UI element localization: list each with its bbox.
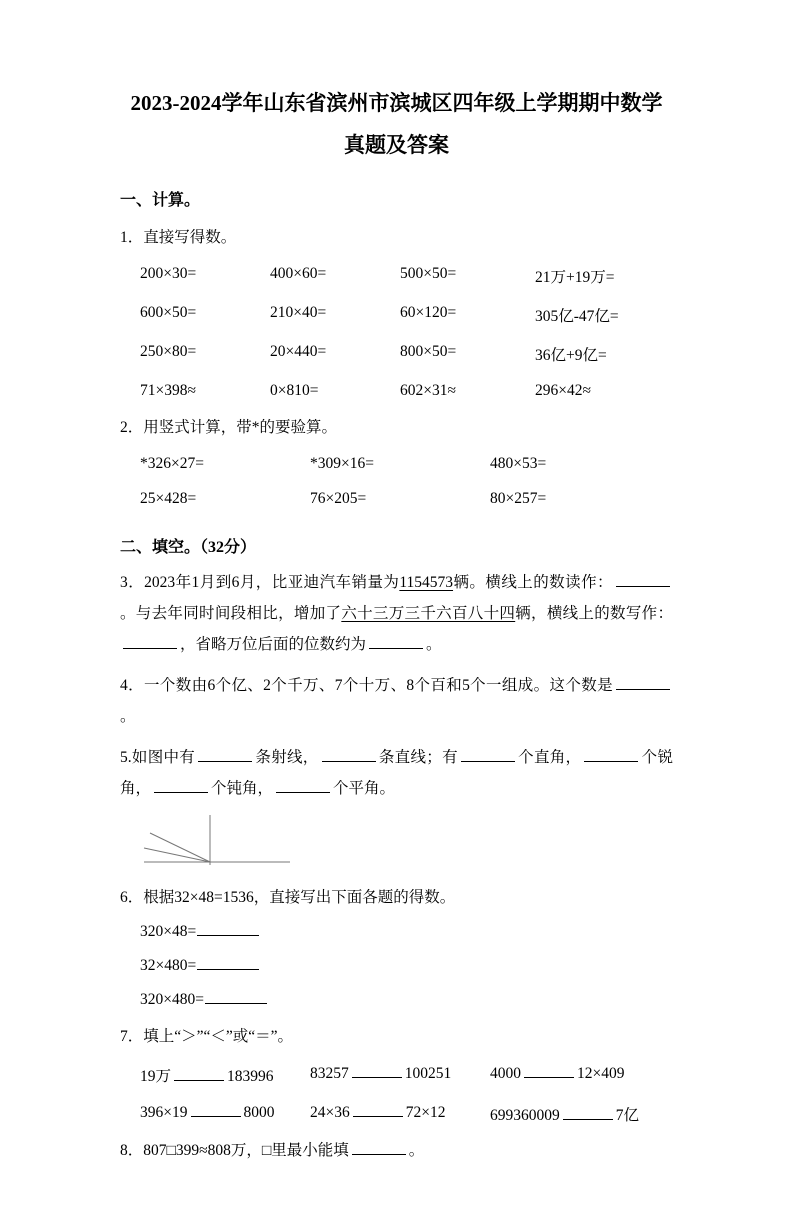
math-problem: 60×120= <box>400 304 457 321</box>
angle-rays-figure <box>142 812 673 870</box>
underlined-number-words: 六十三万三千六百八十四 <box>341 605 516 622</box>
question-3 <box>120 567 673 660</box>
section-heading-calculation: 一、计算。 <box>120 192 201 209</box>
comparison-right: 72×12 <box>405 1104 446 1121</box>
answer-blank <box>276 779 330 793</box>
answer-blank <box>524 1064 574 1078</box>
math-problem: 200×30= <box>140 265 197 282</box>
comparison-right: 7亿 <box>615 1107 640 1124</box>
answer-blank <box>563 1106 613 1120</box>
math-problem: 305亿-47亿= <box>535 308 619 325</box>
answer-blank <box>616 573 670 587</box>
answer-blank <box>154 779 208 793</box>
question-6-label: 6．根据32×48=1536，直接写出下面各题的得数。 <box>120 889 456 906</box>
comparison-left: 4000 <box>490 1065 521 1082</box>
answer-blank <box>616 676 670 690</box>
math-problem: 32×480= <box>140 957 197 974</box>
question-4-text: 4．一个数由6个亿、2个千万、7个十万、8个百和5个一组成。这个数是 <box>120 677 613 694</box>
comparison-right: 183996 <box>227 1068 274 1085</box>
comparison-right: 12×409 <box>577 1065 625 1082</box>
document-title-line2: 真题及答案 <box>344 132 449 157</box>
question-7-label: 7．填上“＞”“＜”或“＝”。 <box>120 1028 294 1045</box>
question-2-label: 2．用竖式计算，带*的要验算。 <box>120 419 338 436</box>
question-3-text: 。 <box>426 636 442 653</box>
question-5-text: 条直线；有 <box>378 749 458 766</box>
math-problem: 76×205= <box>310 490 367 507</box>
comparison-problem <box>310 1064 490 1086</box>
question-3-text: 辆，横线上的数写作： <box>515 605 673 622</box>
q1-problem-grid <box>120 265 673 400</box>
question-3-text: 3．2023年1月到6月，比亚迪汽车销量为 <box>120 574 400 591</box>
math-problem: 296×42≈ <box>535 382 591 399</box>
question-5-text: 个直角， <box>517 749 582 766</box>
math-problem: 320×480= <box>140 991 204 1008</box>
math-problem: 20×440= <box>270 343 327 360</box>
math-problem: 320×48= <box>140 923 197 940</box>
question-5-text: 条射线， <box>255 749 319 766</box>
comparison-problem <box>140 1064 310 1086</box>
derived-problem <box>120 956 673 975</box>
answer-blank <box>205 990 267 1004</box>
question-3-text: 。与去年同时间段相比，增加了 <box>120 605 342 622</box>
question-8 <box>120 1135 673 1166</box>
answer-blank <box>322 748 376 762</box>
math-problem: 21万+19万= <box>535 269 615 286</box>
answer-blank <box>191 1103 241 1117</box>
question-3-text: 辆。横线上的数读作： <box>453 574 613 591</box>
math-problem: 25×428= <box>140 490 197 507</box>
answer-blank <box>369 635 423 649</box>
question-3-text: ，省略万位后面的位数约为 <box>180 636 367 653</box>
math-problem: 210×40= <box>270 304 327 321</box>
comparison-right: 100251 <box>404 1065 452 1082</box>
comparison-left: 396×19 <box>140 1104 188 1121</box>
math-problem: 480×53= <box>490 455 547 472</box>
math-problem: 400×60= <box>270 265 327 282</box>
math-problem: 800×50= <box>400 343 457 360</box>
question-5-text: 个平角。 <box>333 780 396 797</box>
derived-problem <box>120 990 673 1009</box>
comparison-left: 19万 <box>140 1068 172 1085</box>
derived-problem <box>120 922 673 941</box>
comparison-left: 699360009 <box>490 1107 560 1124</box>
answer-blank <box>198 748 252 762</box>
question-4-text: 。 <box>120 708 136 725</box>
math-problem: 36亿+9亿= <box>535 347 607 364</box>
question-5 <box>120 742 673 804</box>
comparison-left: 24×36 <box>310 1104 350 1121</box>
comparison-left: 83257 <box>310 1065 349 1082</box>
question-5-text: 个钝角， <box>211 780 274 797</box>
math-problem: 600×50= <box>140 304 197 321</box>
document-title-line1: 2023-2024学年山东省滨州市滨城区四年级上学期期中数学 <box>130 91 663 115</box>
section-heading-fill-blanks: 二、填空。（32分） <box>120 539 257 556</box>
math-problem: *326×27= <box>140 455 204 472</box>
answer-blank <box>584 748 638 762</box>
q7-comparison-grid <box>120 1064 673 1125</box>
question-5-text: 5.如图中有 <box>120 749 196 766</box>
math-problem: 0×810= <box>270 382 319 399</box>
answer-blank <box>123 635 177 649</box>
comparison-problem <box>490 1064 673 1086</box>
underlined-number: 1154573 <box>399 574 454 591</box>
math-problem: 250×80= <box>140 343 197 360</box>
q2-problem-grid <box>120 455 673 508</box>
answer-blank <box>197 956 259 970</box>
math-problem: 80×257= <box>490 490 547 507</box>
rays-diagram-svg <box>142 812 292 868</box>
question-4 <box>120 670 673 732</box>
answer-blank <box>461 748 515 762</box>
math-problem: 500×50= <box>400 265 457 282</box>
question-8-text: 。 <box>408 1142 425 1159</box>
answer-blank <box>353 1103 403 1117</box>
math-problem: 71×398≈ <box>140 382 196 399</box>
answer-blank <box>174 1067 224 1081</box>
answer-blank <box>197 922 259 936</box>
math-problem: *309×16= <box>310 455 374 472</box>
question-8-text: 8．807□399≈808万，□里最小能填 <box>120 1142 349 1159</box>
comparison-right: 8000 <box>243 1104 275 1121</box>
answer-blank <box>352 1141 406 1155</box>
question-1-label: 1．直接写得数。 <box>120 229 237 246</box>
answer-blank <box>352 1064 402 1078</box>
question-5-text: 个锐角， <box>120 749 673 797</box>
math-problem: 602×31≈ <box>400 382 456 399</box>
